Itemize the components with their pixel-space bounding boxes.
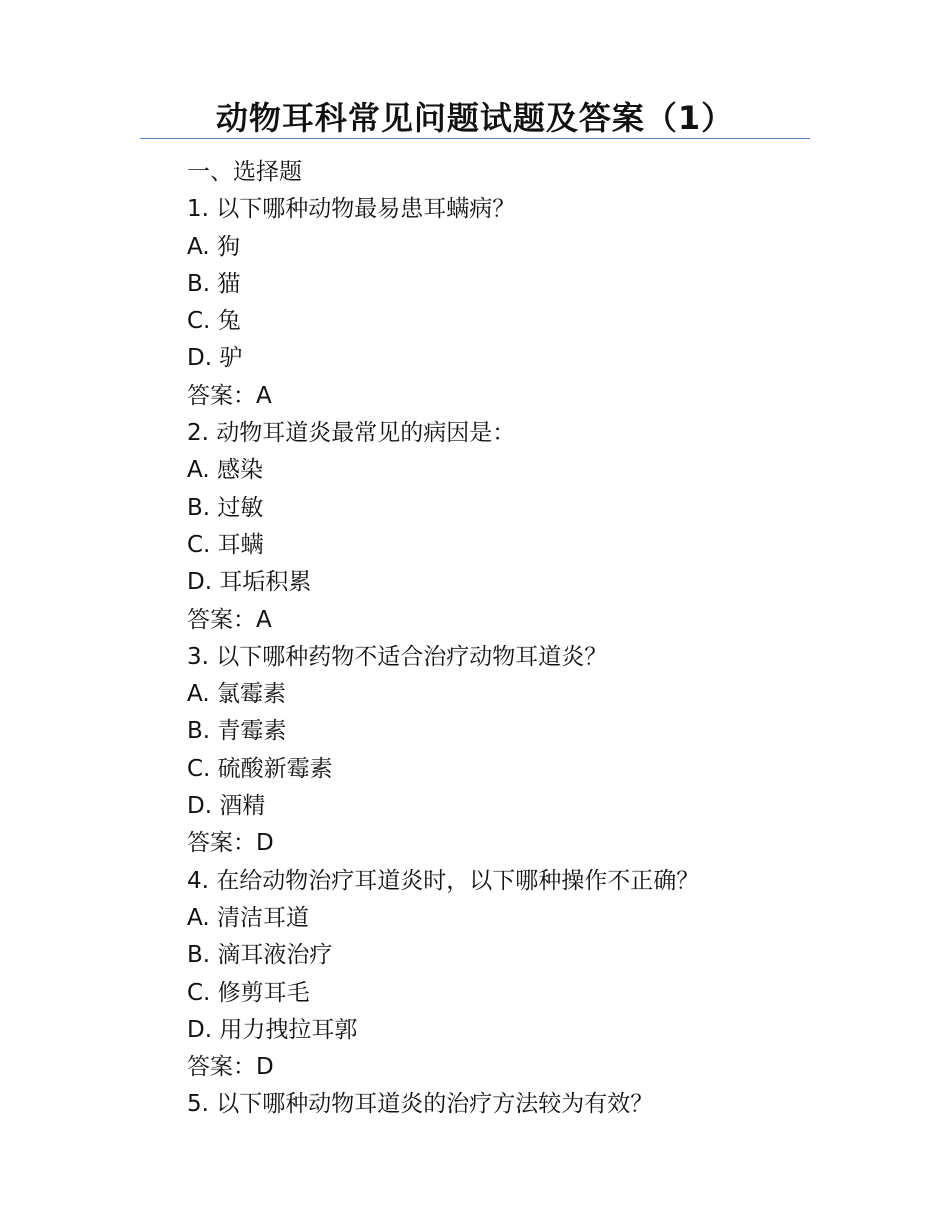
option-c: C. 耳螨: [187, 531, 264, 558]
document-title: 动物耳科常见问题试题及答案（1）: [215, 99, 735, 137]
title-block: [140, 98, 810, 142]
option-b: B. 过敏: [187, 494, 264, 521]
option-a: A. 感染: [187, 457, 263, 484]
answer-text: 答案：A: [187, 382, 272, 409]
question-text: 4. 在给动物治疗耳道炎时，以下哪种操作不正确？: [187, 867, 700, 894]
option-a: A. 氯霉素: [187, 681, 286, 708]
document-body: [187, 154, 827, 1124]
answer-text: 答案：D: [187, 830, 274, 857]
question-text: 3. 以下哪种药物不适合治疗动物耳道炎？: [187, 643, 608, 670]
title-underline: [140, 138, 810, 139]
option-d: D. 耳垢积累: [187, 569, 312, 596]
question-text: 1. 以下哪种动物最易患耳螨病？: [187, 196, 516, 223]
answer-text: 答案：A: [187, 606, 272, 633]
answer-text: 答案：D: [187, 1054, 274, 1081]
option-b: B. 滴耳液治疗: [187, 942, 333, 969]
option-b: B. 青霉素: [187, 718, 287, 745]
option-a: A. 清洁耳道: [187, 904, 309, 931]
option-d: D. 酒精: [187, 793, 266, 820]
question-text: 5. 以下哪种动物耳道炎的治疗方法较为有效？: [187, 1091, 654, 1118]
option-d: D. 用力拽拉耳郭: [187, 1016, 358, 1043]
option-a: A. 狗: [187, 233, 240, 260]
question-text: 2. 动物耳道炎最常见的病因是：: [187, 420, 516, 447]
option-d: D. 驴: [187, 345, 243, 372]
option-c: C. 兔: [187, 308, 241, 335]
option-c: C. 修剪耳毛: [187, 979, 310, 1006]
option-b: B. 猫: [187, 270, 241, 297]
section-heading: 一、选择题: [187, 159, 302, 185]
option-c: C. 硫酸新霉素: [187, 755, 333, 782]
